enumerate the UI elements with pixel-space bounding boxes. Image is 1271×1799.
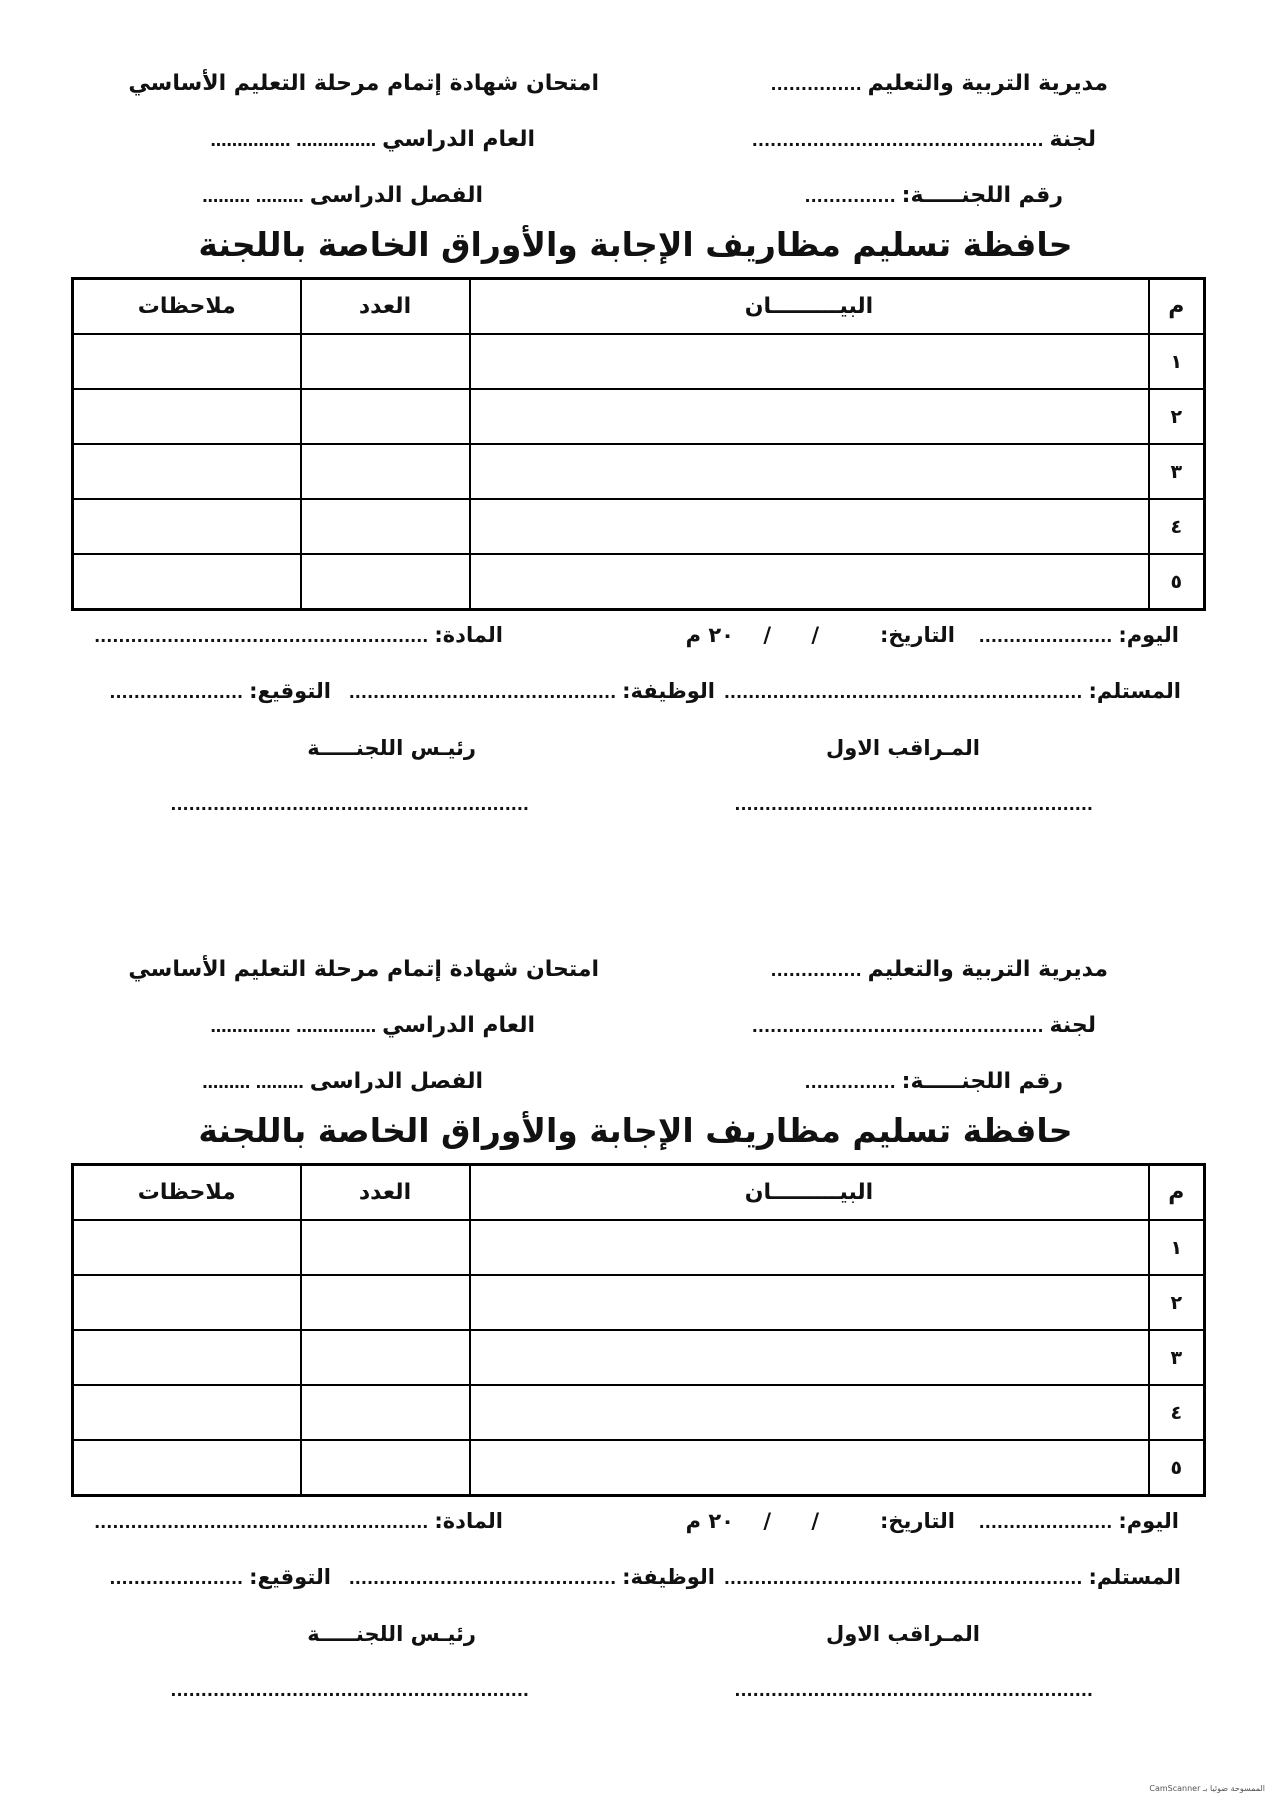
- subject-label: المادة:: [434, 623, 503, 647]
- committee-chair-label: رئيـس اللجنـــــة: [307, 736, 476, 760]
- semester-label: الفصل الدراسى: [309, 183, 483, 208]
- committee-field: [752, 124, 1096, 157]
- notes-cell: [73, 554, 301, 610]
- first-observer-signature-line: ...........................................................: [734, 1681, 1093, 1700]
- count-cell: [301, 1275, 470, 1330]
- exam-title: امتحان شهادة إتمام مرحلة التعليم الأساسي: [128, 957, 599, 982]
- scanner-watermark: الممسوحة ضوئيا بـ CamScanner: [1149, 1784, 1265, 1793]
- table-header-row: [73, 1165, 1205, 1221]
- date-separator: /: [811, 1509, 819, 1533]
- directorate-label: مديرية التربية والتعليم: [867, 71, 1108, 96]
- directorate-blank: ...............: [770, 961, 862, 980]
- recipient-label: المستلم:: [1088, 679, 1181, 703]
- academic-year-label: العام الدراسي: [382, 1013, 535, 1038]
- subject-label: المادة:: [434, 1509, 503, 1533]
- row-number-cell: ٢: [1149, 389, 1205, 444]
- table-row: [73, 1220, 1205, 1275]
- notes-cell: [73, 1440, 301, 1496]
- committee-field: [752, 1010, 1096, 1043]
- column-header-notes: ملاحظات: [73, 279, 301, 335]
- statement-cell: [470, 334, 1149, 389]
- column-header-number: م: [1149, 279, 1205, 335]
- table-row: [73, 1385, 1205, 1440]
- notes-cell: [73, 1220, 301, 1275]
- count-cell: [301, 1220, 470, 1275]
- notes-cell: [73, 334, 301, 389]
- row-number-cell: ١: [1149, 334, 1205, 389]
- table-row: [73, 1330, 1205, 1385]
- committee-blank: ................................................: [751, 1017, 1044, 1036]
- date-separator: /: [763, 623, 771, 647]
- form-title: حافظة تسليم مظاريف الإجابة والأوراق الخاصة باللجنة: [198, 225, 1073, 264]
- row-number-cell: ٥: [1149, 1440, 1205, 1496]
- committee-chair-label: رئيـس اللجنـــــة: [307, 1622, 476, 1646]
- exam-title: امتحان شهادة إتمام مرحلة التعليم الأساسي: [128, 71, 599, 96]
- committee-number-label: رقم اللجنـــــة:: [901, 1069, 1063, 1094]
- semester-blank: ……… ………: [202, 1073, 304, 1092]
- recipient-blank: ...........................................................: [723, 683, 1083, 702]
- day-field: [979, 619, 1179, 653]
- signature-label: التوقيع:: [249, 679, 331, 703]
- count-cell: [301, 444, 470, 499]
- job-title-field: [349, 675, 715, 709]
- semester-field: [202, 180, 483, 213]
- notes-cell: [73, 444, 301, 499]
- subject-field: [94, 619, 503, 653]
- first-observer-signature-line: ...........................................................: [734, 795, 1093, 814]
- subject-blank: .......................................................: [94, 1513, 429, 1532]
- day-blank: ......................: [978, 1513, 1113, 1532]
- committee-number-field: [804, 180, 1063, 213]
- committee-number-blank: ...............: [804, 187, 896, 206]
- column-header-number: م: [1149, 1165, 1205, 1221]
- count-cell: [301, 499, 470, 554]
- job-title-label: الوظيفة:: [622, 679, 715, 703]
- statement-cell: [470, 499, 1149, 554]
- first-observer-label: المـراقب الاول: [825, 736, 980, 760]
- table-row: [73, 1275, 1205, 1330]
- first-observer-label: المـراقب الاول: [825, 1622, 980, 1646]
- envelopes-table: [71, 277, 1206, 611]
- statement-cell: [470, 1440, 1149, 1496]
- table-row: [73, 389, 1205, 444]
- statement-cell: [470, 389, 1149, 444]
- signature-label: التوقيع:: [249, 1565, 331, 1589]
- day-label: اليوم:: [1118, 1509, 1179, 1533]
- statement-cell: [470, 1330, 1149, 1385]
- row-number-cell: ٢: [1149, 1275, 1205, 1330]
- column-header-statement: البيـــــــــان: [470, 1165, 1149, 1221]
- statement-cell: [470, 554, 1149, 610]
- row-number-cell: ١: [1149, 1220, 1205, 1275]
- directorate-field: [770, 68, 1108, 101]
- date-year: ٢٠ م: [685, 1509, 734, 1533]
- column-header-statement: البيـــــــــان: [470, 279, 1149, 335]
- committee-blank: ................................................: [751, 131, 1044, 150]
- count-cell: [301, 1385, 470, 1440]
- notes-cell: [73, 499, 301, 554]
- semester-field: [202, 1066, 483, 1099]
- directorate-field: [770, 954, 1108, 987]
- statement-cell: [470, 444, 1149, 499]
- semester-label: الفصل الدراسى: [309, 1069, 483, 1094]
- notes-cell: [73, 389, 301, 444]
- day-label: اليوم:: [1118, 623, 1179, 647]
- directorate-blank: ...............: [770, 75, 862, 94]
- academic-year-blank: …………… ……………: [210, 131, 377, 150]
- column-header-notes: ملاحظات: [73, 1165, 301, 1221]
- delivery-form: [0, 886, 1271, 1772]
- committee-label: لجنة: [1049, 1013, 1096, 1038]
- job-title-blank: ............................................: [348, 1569, 617, 1588]
- date-label: التاريخ:: [879, 1509, 955, 1533]
- academic-year-label: العام الدراسي: [382, 127, 535, 152]
- count-cell: [301, 389, 470, 444]
- count-cell: [301, 554, 470, 610]
- signature-blank: ......................: [109, 1569, 244, 1588]
- count-cell: [301, 334, 470, 389]
- count-cell: [301, 1440, 470, 1496]
- job-title-field: [349, 1561, 715, 1595]
- date-separator: /: [763, 1509, 771, 1533]
- table-row: [73, 554, 1205, 610]
- delivery-form: [0, 0, 1271, 886]
- table-row: [73, 444, 1205, 499]
- recipient-field: [724, 675, 1181, 709]
- job-title-blank: ............................................: [348, 683, 617, 702]
- table-row: [73, 499, 1205, 554]
- table-row: [73, 1440, 1205, 1496]
- statement-cell: [470, 1275, 1149, 1330]
- row-number-cell: ٤: [1149, 499, 1205, 554]
- committee-label: لجنة: [1049, 127, 1096, 152]
- subject-blank: .......................................................: [94, 627, 429, 646]
- job-title-label: الوظيفة:: [622, 1565, 715, 1589]
- notes-cell: [73, 1330, 301, 1385]
- academic-year-field: [211, 124, 535, 157]
- committee-number-field: [804, 1066, 1063, 1099]
- committee-number-blank: ...............: [804, 1073, 896, 1092]
- day-field: [979, 1505, 1179, 1539]
- count-cell: [301, 1330, 470, 1385]
- semester-blank: ……… ………: [202, 187, 304, 206]
- date-year: ٢٠ م: [685, 623, 734, 647]
- envelopes-table: [71, 1163, 1206, 1497]
- signature-field: [109, 1561, 331, 1595]
- notes-cell: [73, 1385, 301, 1440]
- academic-year-field: [211, 1010, 535, 1043]
- column-header-count: العدد: [301, 279, 470, 335]
- table-row: [73, 334, 1205, 389]
- recipient-label: المستلم:: [1088, 1565, 1181, 1589]
- date-label: التاريخ:: [879, 623, 955, 647]
- day-blank: ......................: [978, 627, 1113, 646]
- academic-year-blank: …………… ……………: [210, 1017, 377, 1036]
- statement-cell: [470, 1385, 1149, 1440]
- recipient-blank: ...........................................................: [723, 1569, 1083, 1588]
- table-header-row: [73, 279, 1205, 335]
- subject-field: [94, 1505, 503, 1539]
- notes-cell: [73, 1275, 301, 1330]
- column-header-count: العدد: [301, 1165, 470, 1221]
- row-number-cell: ٥: [1149, 554, 1205, 610]
- row-number-cell: ٤: [1149, 1385, 1205, 1440]
- statement-cell: [470, 1220, 1149, 1275]
- row-number-cell: ٣: [1149, 444, 1205, 499]
- committee-number-label: رقم اللجنـــــة:: [901, 183, 1063, 208]
- signature-blank: ......................: [109, 683, 244, 702]
- signature-field: [109, 675, 331, 709]
- directorate-label: مديرية التربية والتعليم: [867, 957, 1108, 982]
- committee-chair-signature-line: ...........................................................: [170, 1681, 529, 1700]
- date-separator: /: [811, 623, 819, 647]
- recipient-field: [724, 1561, 1181, 1595]
- form-title: حافظة تسليم مظاريف الإجابة والأوراق الخاصة باللجنة: [198, 1111, 1073, 1150]
- row-number-cell: ٣: [1149, 1330, 1205, 1385]
- committee-chair-signature-line: ...........................................................: [170, 795, 529, 814]
